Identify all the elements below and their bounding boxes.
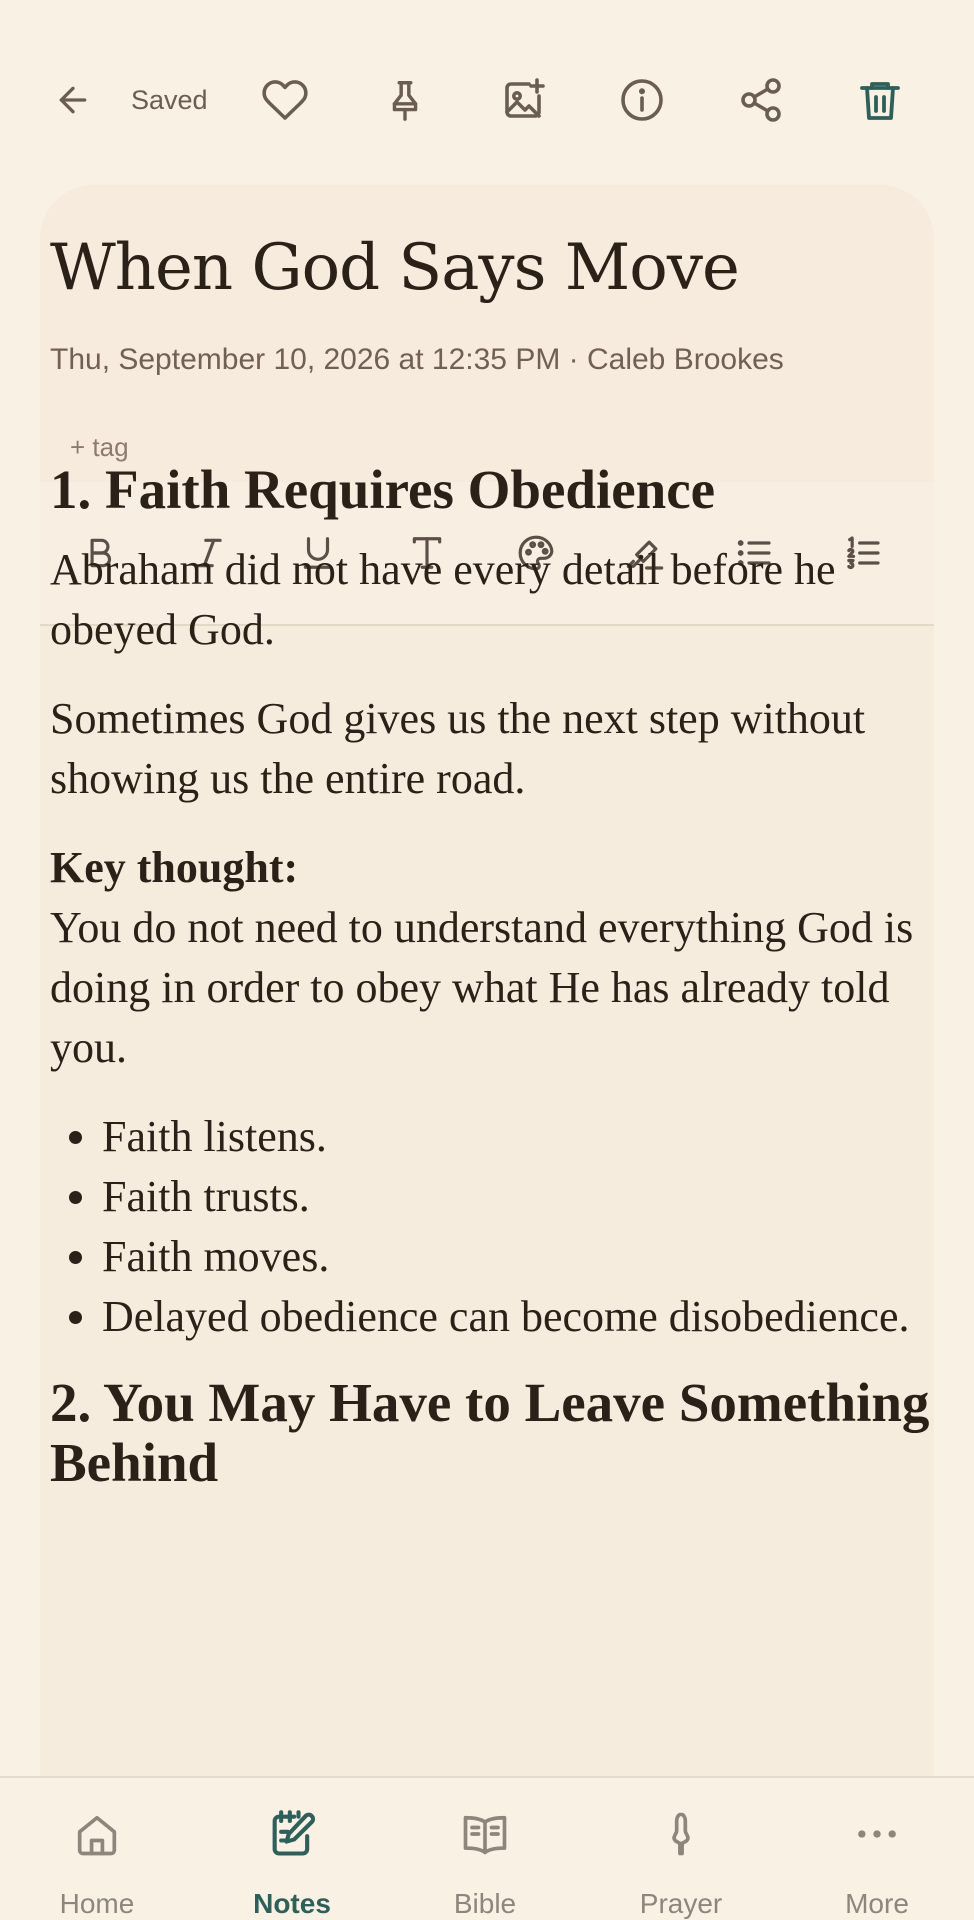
note-title[interactable]: When God Says Move [50,231,739,305]
nav-notes[interactable] [212,1778,372,1920]
nav-label: Home [59,1888,135,1919]
info-icon [618,76,666,124]
note-body[interactable] [50,460,930,1493]
add-image-icon [499,76,547,124]
paragraph: Abraham did not have every detail before he obeyed God. [50,545,836,654]
note-header [40,185,934,482]
share-icon [737,76,785,124]
nav-label: Bible [453,1888,517,1919]
home-icon [71,1808,123,1860]
list-item: • Delayed obedience can become disobedience. [102,1287,930,1347]
more-icon [851,1808,903,1860]
favorite-button[interactable] [255,50,315,150]
back-arrow-icon [53,80,93,120]
paragraph: Sometimes God gives us the next step without showing us the entire road. [50,694,866,803]
key-thought-text: You do not need to understand everything God is doing in order to obey what He has already told you. [50,903,914,1072]
heart-icon [261,76,309,124]
pin-button[interactable] [375,50,435,150]
section-heading: 2. You May Have to Leave Something Behind [50,1372,930,1493]
saved-status: Saved [131,85,208,115]
list-item: • Faith listens. [102,1107,930,1167]
pin-icon [382,77,428,123]
info-button[interactable] [612,50,672,150]
nav-label: More [845,1888,909,1919]
nav-bible[interactable] [405,1778,565,1920]
add-image-button[interactable] [493,50,553,150]
top-toolbar [0,50,974,150]
section-heading: 1. Faith Requires Obedience [50,459,716,520]
bullet-list [50,1107,930,1347]
key-thought [50,838,930,1078]
nav-label: Notes [253,1888,331,1919]
list-item: • Faith moves. [102,1227,930,1287]
key-thought-label: Key thought: [50,843,299,892]
add-tag-button[interactable]: + tag [70,432,129,462]
nav-label: Prayer [639,1888,723,1919]
trash-icon [856,76,904,124]
notes-icon [266,1808,318,1860]
back-button[interactable] [48,50,98,150]
note-meta: Thu, September 10, 2026 at 12:35 PM · Caleb Brookes [50,343,784,376]
list-item: • Faith trusts. [102,1167,930,1227]
nav-more[interactable] [797,1778,957,1920]
share-button[interactable] [731,50,791,150]
nav-prayer[interactable] [601,1778,761,1920]
prayer-icon [655,1808,707,1860]
bible-icon [459,1808,511,1860]
delete-button[interactable] [850,50,910,150]
nav-home[interactable] [17,1778,177,1920]
bottom-nav [0,1776,974,1920]
